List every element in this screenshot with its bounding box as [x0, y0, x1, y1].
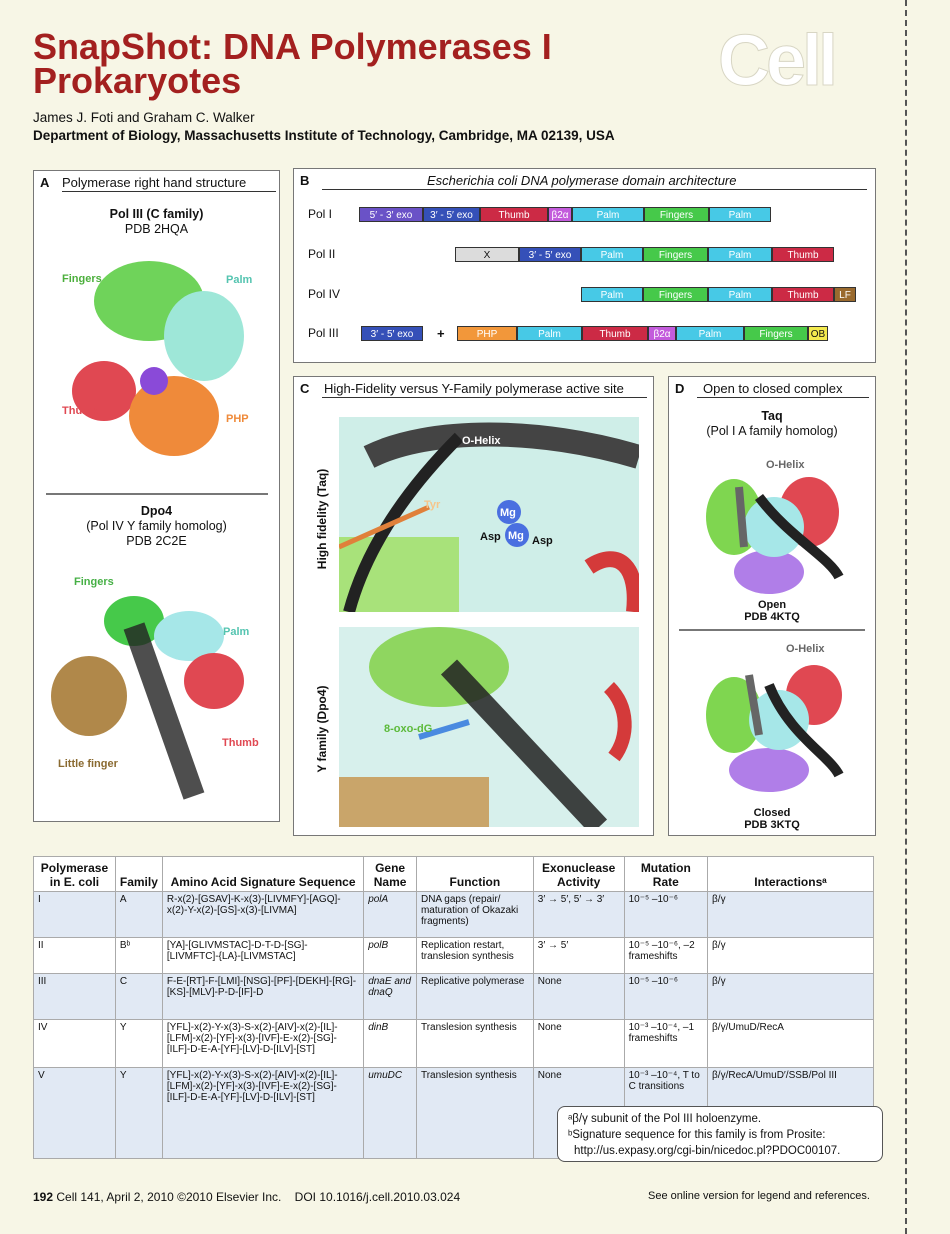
- table-cell: R-x(2)-[GSAV]-K-x(3)-[LIVMFY]-[AGQ]-x(2)-Y-x(2)-[GS]-x(3)-[LIVMA]: [162, 892, 363, 938]
- closed-complex-image: [689, 645, 859, 805]
- page-number: 192: [33, 1190, 54, 1204]
- table-cell: II: [34, 938, 116, 974]
- dpo4-name: Dpo4: [140, 504, 173, 518]
- table-cell: Y: [115, 1068, 162, 1159]
- table-row: [34, 1020, 874, 1068]
- pol1-label: Pol I: [308, 207, 333, 221]
- o-helix-label: O-Helix: [462, 435, 501, 447]
- col-signature: Amino Acid Signature Sequence: [162, 857, 363, 892]
- table-cell: Bᵇ: [115, 938, 162, 974]
- dpo4-palm-label: Palm: [223, 626, 250, 638]
- panel-a-letter: A: [40, 175, 50, 190]
- panel-c-title: High-Fidelity versus Y-Family polymerase active site: [324, 381, 624, 396]
- pol3-b2a-domain: β2α: [648, 326, 676, 341]
- pol2-x-domain: X: [455, 247, 519, 262]
- table-cell: umuDC: [364, 1068, 417, 1159]
- authors: James J. Foti and Graham C. Walker: [33, 110, 255, 125]
- panel-c: [293, 376, 654, 836]
- pol2-exo35-domain: 3′ - 5′ exo: [519, 247, 581, 262]
- pol2-fingers-domain: Fingers: [643, 247, 708, 262]
- journal-logo: Cell: [718, 21, 835, 101]
- pol2-thumb-domain: Thumb: [772, 247, 834, 262]
- open-label: Open: [757, 599, 787, 611]
- table-row: [34, 974, 874, 1020]
- pol2-palm-domain: Palm: [581, 247, 643, 262]
- pol1-palm-domain: Palm: [572, 207, 644, 222]
- table-cell: 10⁻³ –10⁻⁴, T to C transitions: [624, 1068, 707, 1159]
- panel-c-bottom-side-label: Y family (Dpo4): [315, 685, 329, 773]
- open-o-helix-label: O-Helix: [766, 459, 805, 471]
- pol4-thumb-domain: Thumb: [772, 287, 834, 302]
- col-gene: Gene Name: [364, 857, 417, 892]
- table-footnotes: [557, 1106, 883, 1162]
- footer-citation-wrap: [33, 1190, 460, 1204]
- table-cell: None: [533, 1020, 624, 1068]
- pol3-exo35-domain: 3′ - 5′ exo: [361, 326, 423, 341]
- pol2-palm2-domain: Palm: [708, 247, 772, 262]
- footnote-link[interactable]: http://us.expasy.org/cgi-bin/nicedoc.pl?PDOC00107.: [574, 1145, 841, 1157]
- pol2-label: Pol II: [308, 247, 336, 261]
- taq-name: Taq: [761, 409, 783, 423]
- pol3-thumb-label: Thumb: [62, 405, 99, 417]
- mg-label-1: Mg: [500, 507, 516, 519]
- table-cell: Replication restart, translesion synthesis: [416, 938, 533, 974]
- table-cell: [YFL]-x(2)-Y-x(3)-S-x(2)-[AIV]-x(2)-[IL]-[LFM]-x(2)-[YF]-x(3)-[IVF]-E-x(2)-[SG]-[ILF]-D-E-A-[YF]-[LV]-D-[ILV]-[ST]: [162, 1068, 363, 1159]
- asp-label-2: Asp: [532, 535, 553, 547]
- panel-a-divider: [46, 493, 268, 495]
- dpo4-desc: (Pol IV Y family homolog): [86, 519, 227, 533]
- panel-a: [33, 170, 280, 822]
- panel-c-rule: [322, 397, 647, 398]
- closed-o-helix-label: O-Helix: [786, 643, 825, 655]
- table-cell: 10⁻⁵ –10⁻⁶: [624, 892, 707, 938]
- col-mutation-rate: Mutation Rate: [624, 857, 707, 892]
- pol3-name: Pol III (C family): [109, 207, 204, 221]
- table-cell: [YA]-[GLIVMSTAC]-D-T-D-[SG]-[LIVMFTC]-{LA}-[LIVMSTAC]: [162, 938, 363, 974]
- mg-label-2: Mg: [508, 530, 524, 542]
- footer-online-note: See online version for legend and references.: [648, 1190, 870, 1202]
- table-cell: 3′ → 5′: [533, 938, 624, 974]
- pol1-palm2-domain: Palm: [709, 207, 771, 222]
- panel-c-bottom-side-wrap: [302, 627, 342, 827]
- table-cell: 3′ → 5′, 5′ → 3′: [533, 892, 624, 938]
- pol3-fingers-domain: Fingers: [744, 326, 808, 341]
- pol1-exo53-domain: 5′ - 3′ exo: [359, 207, 423, 222]
- table-cell: Replicative polymerase: [416, 974, 533, 1020]
- table-cell: 10⁻³ –10⁻⁴, –1 frameshifts: [624, 1020, 707, 1068]
- pol3-palm-domain: Palm: [517, 326, 582, 341]
- panel-c-top-side-wrap: [302, 417, 342, 617]
- footnote-b: ᵇSignature sequence for this family is from Prosite:: [568, 1129, 826, 1141]
- pol4-palm2-domain: Palm: [708, 287, 772, 302]
- panel-a-rule: [62, 191, 276, 192]
- table-cell: Y: [115, 1020, 162, 1068]
- dpo4-little-finger-label: Little finger: [58, 758, 118, 770]
- pol1-b2a-domain: β2α: [548, 207, 572, 222]
- pol3-palm2-domain: Palm: [676, 326, 744, 341]
- table-cell: 10⁻⁵ –10⁻⁶, –2 frameshifts: [624, 938, 707, 974]
- panel-b-rule: [322, 189, 867, 190]
- panel-d-title: Open to closed complex: [703, 381, 843, 396]
- open-pdb: PDB 4KTQ: [744, 611, 800, 623]
- table-cell: Translesion synthesis: [416, 1068, 533, 1159]
- table-cell: [YFL]-x(2)-Y-x(3)-S-x(2)-[AIV]-x(2)-[IL]-[LFM]-x(2)-[YF]-x(3)-[IVF]-E-x(2)-[SG]-[ILF]-D-E-A-[YF]-[LV]-D-[ILV]-[ST]: [162, 1020, 363, 1068]
- taq-desc: (Pol I A family homolog): [706, 424, 838, 438]
- pol3-pdb: PDB 2HQA: [124, 222, 189, 236]
- open-complex-image: [689, 457, 859, 602]
- pol3-ob-domain: OB: [808, 326, 828, 341]
- pol3-plus-sign: +: [437, 326, 445, 341]
- panel-b-letter: B: [300, 173, 310, 188]
- table-row: [34, 892, 874, 938]
- col-polymerase: Polymerase in E. coli: [34, 857, 116, 892]
- table-cell: β/γ: [708, 938, 874, 974]
- table-cell: None: [533, 974, 624, 1020]
- pol1-exo35-domain: 3′ - 5′ exo: [423, 207, 480, 222]
- table-cell: β/γ/UmuD/RecA: [708, 1020, 874, 1068]
- pol3-fingers-label: Fingers: [62, 273, 102, 285]
- footer-citation: Cell 141, April 2, 2010 ©2010 Elsevier Inc. DOI 10.1016/j.cell.2010.03.024: [56, 1190, 461, 1204]
- col-function: Function: [416, 857, 533, 892]
- table-row: [34, 938, 874, 974]
- pol1-architecture-row: [294, 207, 872, 222]
- table-cell: polB: [364, 938, 417, 974]
- panel-c-letter: C: [300, 381, 310, 396]
- pol3-php-label: PHP: [226, 413, 249, 425]
- table-cell: 10⁻⁵ –10⁻⁶: [624, 974, 707, 1020]
- pol1-thumb-domain: Thumb: [480, 207, 548, 222]
- pol4-lf-domain: LF: [834, 287, 856, 302]
- panel-d-divider: [679, 629, 865, 631]
- closed-label: Closed: [753, 807, 791, 819]
- table-header-row: [34, 857, 874, 892]
- asp-label-1: Asp: [480, 531, 501, 543]
- table-cell: DNA gaps (repair/ maturation of Okazaki fragments): [416, 892, 533, 938]
- pol1-fingers-domain: Fingers: [644, 207, 709, 222]
- pol3-thumb-domain: Thumb: [582, 326, 648, 341]
- table-cell: IV: [34, 1020, 116, 1068]
- pol3-palm-label: Palm: [226, 274, 253, 286]
- pol3-label: Pol III: [308, 326, 339, 340]
- page-title: SnapShot: DNA Polymerases I Prokaryotes: [33, 26, 552, 101]
- dpo4-pdb: PDB 2C2E: [126, 534, 187, 548]
- table-cell: dnaE and dnaQ: [364, 974, 417, 1020]
- panel-d: [668, 376, 876, 836]
- table-cell: I: [34, 892, 116, 938]
- dpo4-structure-image: [44, 586, 269, 816]
- col-interactions: Interactionsᵃ: [708, 857, 874, 892]
- trim-line: [905, 0, 907, 1234]
- table-cell: V: [34, 1068, 116, 1159]
- pol4-palm-domain: Palm: [581, 287, 643, 302]
- panel-b-title: Escherichia coli DNA polymerase domain architecture: [427, 173, 737, 188]
- panel-d-letter: D: [675, 381, 685, 396]
- table-cell: β/γ: [708, 974, 874, 1020]
- footnote-a: ᵃβ/γ subunit of the Pol III holoenzyme.: [568, 1113, 762, 1125]
- pol4-fingers-domain: Fingers: [643, 287, 708, 302]
- pol4-label: Pol IV: [308, 287, 341, 301]
- pol3-architecture-row: [294, 326, 872, 341]
- panel-b: [293, 168, 876, 363]
- table-cell: III: [34, 974, 116, 1020]
- table-cell: β/γ: [708, 892, 874, 938]
- pol4-architecture-row: [294, 287, 872, 302]
- pol3-php-domain: PHP: [457, 326, 517, 341]
- col-family: Family: [115, 857, 162, 892]
- department: Department of Biology, Massachusetts Institute of Technology, Cambridge, MA 02139, USA: [33, 128, 615, 143]
- table-cell: polA: [364, 892, 417, 938]
- panel-c-top-side-label: High fidelity (Taq): [315, 468, 329, 570]
- tyr-label: Tyr: [424, 499, 441, 511]
- dpo4-thumb-label: Thumb: [222, 737, 259, 749]
- panel-d-rule: [697, 397, 869, 398]
- panel-a-title: Polymerase right hand structure: [62, 175, 247, 190]
- table-cell: Translesion synthesis: [416, 1020, 533, 1068]
- table-cell: F-E-[RT]-F-[LMI]-[NSG]-[PF]-[DEKH]-[RG]-[KS]-[MLV]-P-D-[IF]-D: [162, 974, 363, 1020]
- oxo-dg-label: 8-oxo-dG: [384, 723, 433, 735]
- table-cell: dinB: [364, 1020, 417, 1068]
- table-cell: C: [115, 974, 162, 1020]
- col-exonuclease: Exonuclease Activity: [533, 857, 624, 892]
- pol2-architecture-row: [294, 247, 872, 262]
- table-cell: None: [533, 1068, 624, 1159]
- table-cell: β/γ/RecA/UmuD′/SSB/Pol III: [708, 1068, 874, 1159]
- dpo4-fingers-label: Fingers: [74, 576, 114, 588]
- table-cell: A: [115, 892, 162, 938]
- closed-pdb: PDB 3KTQ: [744, 819, 800, 831]
